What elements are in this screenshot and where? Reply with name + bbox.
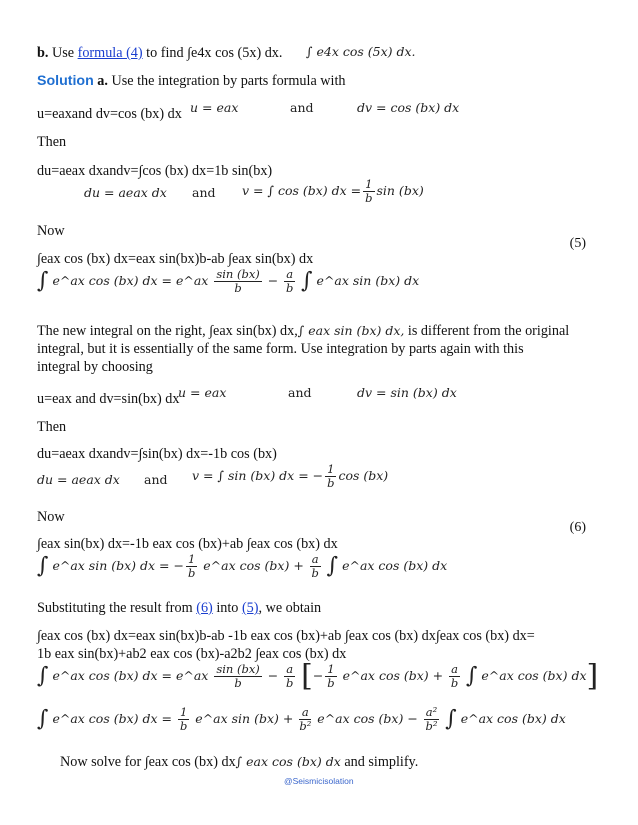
eq6-text: ∫eax sin(bx) dx=-1b eax cos (bx)+ab ∫eax cos (bx) dx [37,536,338,552]
watermark: @Seismicisolation [284,776,354,786]
equation-number-5: (5) [569,236,586,251]
du-math: du = aeax dx [84,185,167,200]
solution-label: Solution [37,73,94,89]
solution-line: Solution a. Use the integration by parts formula with [37,73,346,89]
paragraph-line-2: integral, but it is essentially of the same form. Use integration by parts again with this [37,341,524,357]
combined-text-1: ∫eax cos (bx) dx=eax sin(bx)b-ab -1b eax cos (bx)+ab ∫eax cos (bx) dx∫eax cos (bx) dx= [37,628,535,644]
eq6-math: ∫ e^ax sin (bx) dx = − $\frac{1}{b}$ e^ax cos (bx) + $\frac{a}{b}$ ∫ e^ax cos (bx) dx [37,552,448,580]
choice-u-math: u = eax [190,100,239,115]
now-label-2: Now [37,509,65,525]
substituting-line: Substituting the result from (6) into (5), we obtain [37,600,322,616]
choice-line-1: u=eaxand dv=cos (bx) dx [37,106,182,122]
part-b-label: b. [37,45,49,61]
paragraph-line-1: The new integral on the right, ∫eax sin(bx) dx,∫ eax sin (bx) dx, is different from the original [37,323,570,339]
v-math: v = ∫ cos (bx) dx = $\frac{1}{b}$ sin (bx) [242,177,424,205]
combined-math-2: ∫ e^ax cos (bx) dx = $\frac{1}{b}$ e^ax sin (bx) + $\frac{a}{\text{b²}}$ e^ax cos (bx) − $\frac{\text{a²}}{\text{b²}}$ ∫ e^ax cos (bx) dx [37,705,566,733]
then-label-2: Then [37,419,67,435]
eq5-math: ∫ e^ax cos (bx) dx = e^ax $\frac{\sin (bx)}{b}$ − $\frac{a}{b}$ ∫ e^ax sin (bx) dx [37,267,420,295]
combined-text-2: 1b eax sin(bx)+ab2 eax cos (bx)-a2b2 ∫eax cos (bx) dx [37,646,347,662]
combined-math-1: ∫ e^ax cos (bx) dx = e^ax $\frac{\sin (bx)}{b}$ − $\frac{a}{b}$ [− $\frac{1}{b}$ e^ax cos (bx) + $\frac{a}{b}$ ∫ e^ax cos (bx) dx] [37,658,599,694]
choice2-dv-math: dv = sin (bx) dx [357,385,457,400]
part-b-line: b. Use formula (4) to find ∫e4x cos (5x) dx. [37,45,283,61]
du-math-2: du = aeax dx [37,472,120,487]
equation-number-6: (6) [569,520,586,535]
v-math-2: v = ∫ sin (bx) dx = − $\frac{1}{b}$ cos (bx) [192,462,389,490]
part-b-math: ∫ e4x cos (5x) dx. [306,44,416,59]
choice2-u-math: u = eax [178,385,227,400]
paragraph-line-3: integral by choosing [37,359,153,375]
eq5-text: ∫eax cos (bx) dx=eax sin(bx)b-ab ∫eax sin(bx) dx [37,251,314,267]
choice-dv-math: dv = cos (bx) dx [357,100,460,115]
now-label: Now [37,223,65,239]
du-v-text: du=aeax dxandv=∫cos (bx) dx=1b sin(bx) [37,163,273,179]
choice-line-2: u=eax and dv=sin(bx) dx [37,391,180,407]
final-line: Now solve for ∫eax cos (bx) dx∫ eax cos (bx) dx and simplify. [60,754,419,770]
eq5-link[interactable]: (5) [241,600,259,616]
du-v-text-2: du=aeax dxandv=∫sin(bx) dx=-1b cos (bx) [37,446,277,462]
eq6-link[interactable]: (6) [196,600,213,616]
then-label: Then [37,134,67,150]
formula-4-link[interactable]: formula (4) [77,45,143,61]
